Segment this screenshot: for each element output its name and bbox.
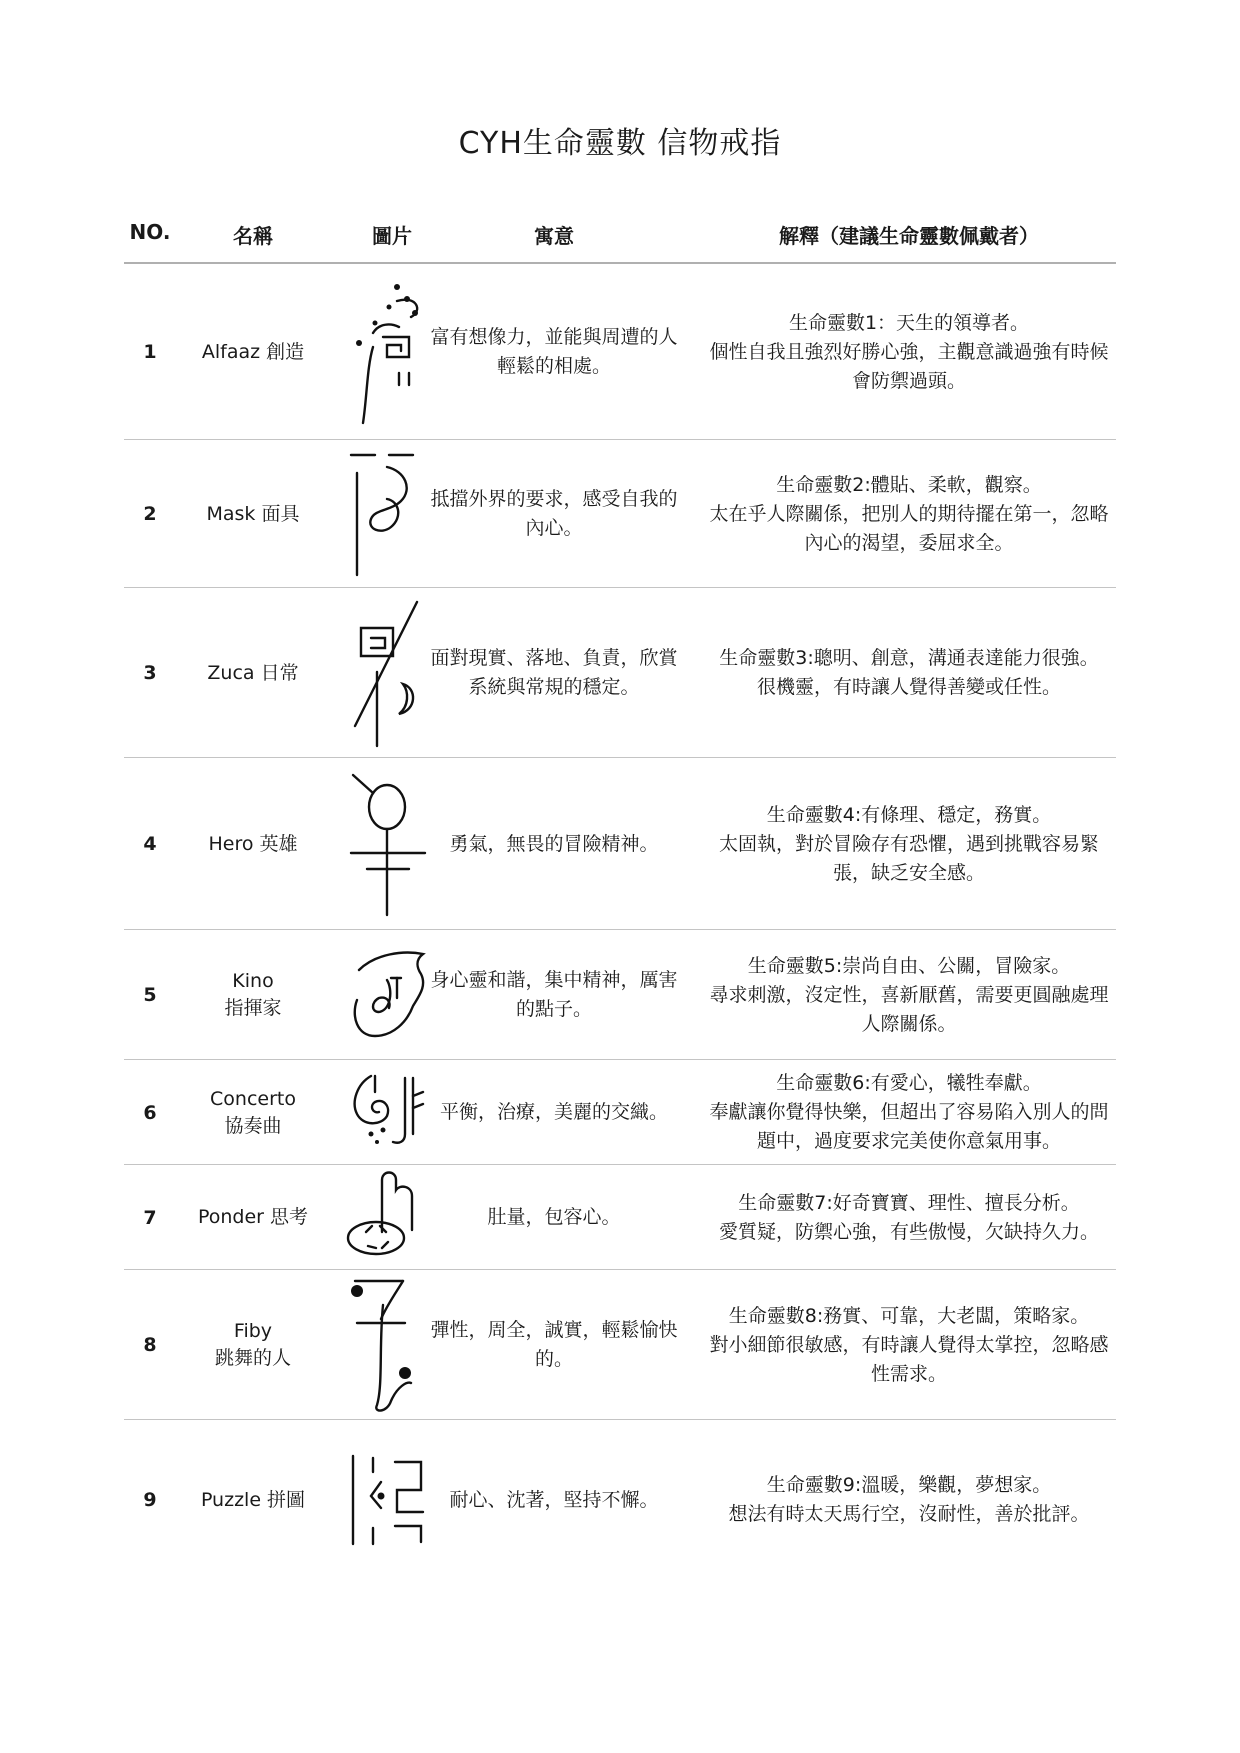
ring-meaning: 平衡，治療，美麗的交織。 xyxy=(439,1101,668,1123)
header-explanation: 解釋（建議生命靈數佩戴者） xyxy=(779,224,1039,248)
row-number: 9 xyxy=(143,1489,157,1511)
ring-name xyxy=(176,930,330,1060)
row-number: 1 xyxy=(143,341,157,363)
explanation-detail: 想法有時太天馬行空，沒耐性，善於批評。 xyxy=(728,1503,1090,1525)
explanation-detail: 很機靈，有時讓人覺得善變或任性。 xyxy=(756,676,1061,698)
ring-name xyxy=(176,758,330,930)
ring-explanation xyxy=(702,1420,1116,1580)
row-number: 8 xyxy=(143,1334,157,1356)
row-number: 5 xyxy=(143,984,157,1006)
ring-meaning: 身心靈和諧，集中精神，厲害的點子。 xyxy=(430,969,678,1020)
ring-name xyxy=(176,264,330,440)
row-number: 6 xyxy=(143,1101,157,1124)
table-row xyxy=(124,758,1116,930)
ring-meaning: 彈性，周全，誠實，輕鬆愉快的。 xyxy=(430,1319,678,1370)
table-row xyxy=(124,1165,1116,1270)
ring-name-line: Zuca 日常 xyxy=(207,661,299,684)
ring-meaning: 面對現實、落地、負責，欣賞系統與常規的穩定。 xyxy=(430,647,678,698)
ring-meaning: 肚量，包容心。 xyxy=(487,1206,621,1228)
ring-name xyxy=(176,1165,330,1270)
ring-meaning: 勇氣，無畏的冒險精神。 xyxy=(449,832,659,855)
explanation-detail: 對小細節很敏感，有時讓人覺得太掌控，忽略感性需求。 xyxy=(709,1333,1109,1385)
explanation-heading: 生命靈數7:好奇寶寶、理性、擅長分析。 xyxy=(738,1191,1080,1214)
table-header xyxy=(124,210,1116,254)
ring-name xyxy=(176,588,330,758)
explanation-heading: 生命靈數1：天生的領導者。 xyxy=(788,311,1030,334)
ring-name xyxy=(176,1270,330,1420)
ring-meaning: 耐心、沈著，堅持不懈。 xyxy=(449,1488,659,1511)
ring-explanation xyxy=(702,1060,1116,1165)
ring-explanation xyxy=(702,1270,1116,1420)
ring-meaning: 抵擋外界的要求，感受自我的內心。 xyxy=(430,488,678,539)
explanation-heading: 生命靈數8:務實、可靠，大老闆，策略家。 xyxy=(728,1304,1090,1327)
ring-name-line: Ponder 思考 xyxy=(197,1206,309,1228)
ring-name-line: Alfaaz 創造 xyxy=(201,340,305,363)
ring-explanation xyxy=(702,1165,1116,1270)
row-number: 2 xyxy=(143,503,157,525)
explanation-heading: 生命靈數3:聰明、創意，溝通表達能力很強。 xyxy=(719,647,1099,669)
ring-name xyxy=(176,440,330,588)
ring-explanation xyxy=(702,588,1116,758)
header-image: 圖片 xyxy=(372,224,412,248)
ring-name-line: 指揮家 xyxy=(224,997,282,1019)
explanation-heading: 生命靈數4:有條理、穩定，務實。 xyxy=(766,803,1052,826)
page-title: CYH生命靈數 信物戒指 xyxy=(458,126,782,161)
ring-explanation xyxy=(702,440,1116,588)
ring-name-line: 協奏曲 xyxy=(224,1114,282,1137)
header-meaning: 寓意 xyxy=(534,224,574,248)
ring-explanation xyxy=(702,758,1116,930)
row-number: 4 xyxy=(143,833,157,855)
explanation-heading: 生命靈數6:有愛心，犧牲奉獻。 xyxy=(776,1072,1042,1094)
ring-name-line: Concerto xyxy=(210,1087,296,1110)
explanation-detail: 尋求刺激，沒定性，喜新厭舊，需要更圓融處理人際關係。 xyxy=(709,983,1109,1035)
explanation-heading: 生命靈數9:溫暖，樂觀，夢想家。 xyxy=(766,1474,1052,1496)
table-row xyxy=(124,440,1116,588)
table-row xyxy=(124,1270,1116,1420)
header-name: 名稱 xyxy=(233,224,273,248)
ring-name xyxy=(176,1060,330,1165)
header-no: NO. xyxy=(129,220,171,244)
table-row xyxy=(124,1420,1116,1580)
explanation-detail: 太固執，對於冒險存有恐懼，遇到挑戰容易緊張，缺乏安全感。 xyxy=(718,832,1099,884)
explanation-heading: 生命靈數5:崇尚自由、公關，冒險家。 xyxy=(747,954,1071,977)
ring-explanation xyxy=(702,930,1116,1060)
ring-name xyxy=(176,1420,330,1580)
explanation-heading: 生命靈數2:體貼、柔軟，觀察。 xyxy=(776,473,1042,496)
ring-name-line: Fiby xyxy=(233,1320,273,1342)
ring-name-line: Kino xyxy=(232,970,274,992)
table-row xyxy=(124,588,1116,758)
ring-meaning: 富有想像力，並能與周遭的人輕鬆的相處。 xyxy=(430,326,678,377)
table-row xyxy=(124,930,1116,1060)
ring-name-line: 跳舞的人 xyxy=(214,1347,291,1369)
ring-name-line: Hero 英雄 xyxy=(208,832,298,855)
row-number: 3 xyxy=(143,662,157,684)
row-number: 7 xyxy=(143,1206,157,1229)
explanation-detail: 奉獻讓你覺得快樂，但超出了容易陷入別人的問題中，過度要求完美使你意氣用事。 xyxy=(709,1101,1109,1152)
table-row xyxy=(124,1060,1116,1165)
ring-name-line: Mask 面具 xyxy=(206,502,300,525)
explanation-detail: 太在乎人際關係，把別人的期待擺在第一，忽略內心的渴望，委屈求全。 xyxy=(709,502,1109,554)
table-row xyxy=(124,264,1116,440)
explanation-detail: 愛質疑，防禦心強，有些傲慢，欠缺持久力。 xyxy=(718,1220,1099,1243)
ring-explanation xyxy=(702,264,1116,440)
ring-name-line: Puzzle 拼圖 xyxy=(200,1488,306,1511)
explanation-detail: 個性自我且強烈好勝心強，主觀意識過強有時候會防禦過頭。 xyxy=(709,340,1109,392)
